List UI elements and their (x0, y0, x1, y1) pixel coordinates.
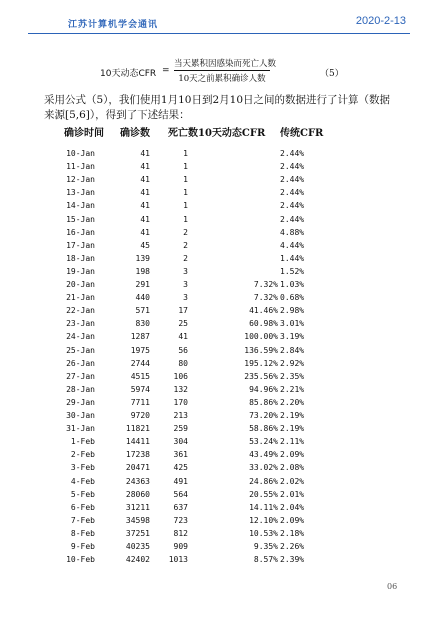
cell-date: 23-Jan (66, 319, 95, 329)
cell-deaths: 2 (183, 240, 188, 250)
cell-traditional-cfr: 0.68% (280, 293, 305, 303)
cell-traditional-cfr: 2.92% (280, 358, 305, 368)
table-row (58, 215, 358, 227)
table-row (58, 241, 358, 253)
table-row (58, 359, 358, 371)
col-header-date: 确诊时间 (64, 128, 104, 139)
cell-traditional-cfr: 2.02% (280, 476, 305, 486)
cell-deaths: 3 (183, 280, 188, 289)
cell-dynamic-cfr: 58.86% (249, 424, 278, 434)
formula-equals: = (162, 66, 170, 76)
cell-confirmed: 42402 (125, 555, 150, 565)
cell-deaths: 25 (178, 319, 188, 329)
cell-dynamic-cfr: 53.24% (249, 437, 278, 447)
cell-traditional-cfr: 2.44% (280, 162, 305, 172)
cell-date: 12-Jan (66, 175, 95, 185)
cell-date: 29-Jan (66, 397, 95, 407)
table-row (58, 162, 358, 174)
cell-traditional-cfr: 2.84% (280, 345, 305, 355)
cell-traditional-cfr: 2.26% (280, 542, 305, 551)
table-row (58, 293, 358, 305)
cell-traditional-cfr: 4.88% (280, 227, 305, 237)
cell-traditional-cfr: 1.03% (280, 280, 305, 289)
cell-date: 1-Feb (70, 437, 95, 447)
cell-traditional-cfr: 2.35% (280, 371, 305, 381)
cfr-formula (100, 57, 360, 87)
cell-confirmed: 291 (135, 280, 150, 289)
table-row (58, 254, 358, 266)
cell-deaths: 361 (173, 450, 188, 460)
cell-confirmed: 4515 (130, 371, 150, 381)
table-row (58, 228, 358, 240)
journal-title: 江苏计算机学会通讯 (68, 20, 159, 30)
cell-confirmed: 41 (140, 227, 150, 237)
col-header-traditional-cfr: 传统CFR (280, 128, 324, 139)
col-header-confirmed: 确诊数 (120, 128, 150, 139)
cell-dynamic-cfr: 14.11% (249, 502, 278, 512)
cell-confirmed: 11821 (125, 424, 150, 434)
cell-deaths: 17 (178, 306, 188, 316)
table-row (58, 188, 358, 200)
cell-confirmed: 24363 (125, 476, 150, 486)
table-row (58, 411, 358, 423)
header-date: 2020-2-13 (355, 15, 406, 27)
cell-confirmed: 41 (140, 214, 150, 224)
cell-date: 2-Feb (70, 450, 95, 460)
cell-deaths: 80 (178, 358, 188, 368)
table-row (58, 463, 358, 475)
cell-confirmed: 7711 (130, 397, 150, 407)
cell-deaths: 3 (183, 293, 188, 303)
cell-date: 10-Feb (66, 555, 95, 565)
cell-date: 14-Jan (66, 201, 95, 211)
table-row (58, 372, 358, 384)
cell-confirmed: 5974 (130, 384, 150, 394)
table-row (58, 477, 358, 489)
cell-confirmed: 41 (140, 201, 150, 211)
cell-deaths: 1 (183, 214, 188, 224)
cell-traditional-cfr: 2.08% (280, 463, 305, 473)
page-number: 06 (387, 582, 398, 591)
cell-date: 30-Jan (66, 411, 95, 420)
cell-dynamic-cfr: 7.32% (253, 293, 278, 303)
cell-traditional-cfr: 2.19% (280, 411, 305, 420)
cell-date: 18-Jan (66, 253, 95, 263)
cell-traditional-cfr: 3.01% (280, 319, 305, 329)
cell-date: 3-Feb (70, 463, 95, 473)
table-row (58, 529, 358, 541)
table-row (58, 346, 358, 358)
table-row (58, 385, 358, 397)
cell-dynamic-cfr: 235.56% (244, 371, 278, 381)
cell-date: 25-Jan (66, 345, 95, 355)
header-rule (28, 33, 410, 34)
cell-deaths: 304 (173, 437, 188, 447)
cell-dynamic-cfr: 8.57% (253, 555, 278, 565)
table-row (58, 490, 358, 502)
formula-lhs: 10天动态CFR (100, 69, 157, 79)
cell-deaths: 812 (173, 528, 188, 538)
cell-date: 7-Feb (70, 515, 95, 525)
cell-date: 11-Jan (66, 162, 95, 172)
cell-deaths: 723 (173, 515, 188, 525)
table-row (58, 555, 358, 567)
cell-confirmed: 41 (140, 175, 150, 185)
cell-traditional-cfr: 2.44% (280, 214, 305, 224)
cell-deaths: 564 (173, 489, 188, 499)
cell-confirmed: 45 (140, 240, 150, 250)
cell-deaths: 1 (183, 188, 188, 198)
cell-confirmed: 31211 (125, 502, 150, 512)
cell-dynamic-cfr: 136.59% (244, 345, 278, 355)
cell-traditional-cfr: 2.19% (280, 424, 305, 434)
cell-deaths: 56 (178, 345, 188, 355)
cell-date: 21-Jan (66, 293, 95, 303)
cell-dynamic-cfr: 195.12% (244, 358, 278, 368)
table-row (58, 437, 358, 449)
cell-confirmed: 2744 (130, 358, 150, 368)
cell-confirmed: 1975 (130, 345, 150, 355)
cell-traditional-cfr: 2.44% (280, 149, 305, 158)
cell-date: 9-Feb (70, 542, 95, 551)
cell-deaths: 637 (173, 502, 188, 512)
cell-traditional-cfr: 2.39% (280, 555, 305, 565)
cell-dynamic-cfr: 24.86% (249, 476, 278, 486)
cell-deaths: 3 (183, 266, 188, 276)
cell-traditional-cfr: 2.09% (280, 450, 305, 460)
table-row (58, 175, 358, 187)
cell-traditional-cfr: 1.44% (280, 253, 305, 263)
cell-dynamic-cfr: 9.35% (253, 542, 278, 551)
cell-traditional-cfr: 2.20% (280, 397, 305, 407)
table-row (58, 542, 358, 554)
formula-number: （5） (320, 69, 344, 79)
cell-dynamic-cfr: 10.53% (249, 528, 278, 538)
cell-date: 15-Jan (66, 214, 95, 224)
formula-denominator: 10天之前累积确诊人数 (178, 74, 266, 84)
cell-confirmed: 37251 (125, 528, 150, 538)
table-row (58, 149, 358, 161)
cell-deaths: 106 (173, 371, 188, 381)
cell-date: 19-Jan (66, 266, 95, 276)
cell-traditional-cfr: 3.19% (280, 332, 305, 342)
cell-date: 6-Feb (70, 502, 95, 512)
cell-date: 4-Feb (70, 476, 95, 486)
table-row (58, 267, 358, 279)
cell-dynamic-cfr: 20.55% (249, 489, 278, 499)
cell-confirmed: 440 (135, 293, 150, 303)
cell-traditional-cfr: 2.98% (280, 306, 305, 316)
cell-date: 10-Jan (66, 149, 95, 158)
cell-deaths: 132 (173, 384, 188, 394)
cell-dynamic-cfr: 33.02% (249, 463, 278, 473)
cell-date: 20-Jan (66, 280, 95, 289)
cell-traditional-cfr: 2.18% (280, 528, 305, 538)
cell-traditional-cfr: 1.52% (280, 266, 305, 276)
cell-date: 26-Jan (66, 358, 95, 368)
cell-date: 31-Jan (66, 424, 95, 434)
cell-traditional-cfr: 2.44% (280, 188, 305, 198)
cell-confirmed: 571 (135, 306, 150, 316)
cell-confirmed: 41 (140, 188, 150, 198)
cell-dynamic-cfr: 94.96% (249, 384, 278, 394)
cell-deaths: 41 (178, 332, 188, 342)
table-row (58, 424, 358, 436)
table-row (58, 398, 358, 410)
cell-dynamic-cfr: 73.20% (249, 411, 278, 420)
cell-deaths: 425 (173, 463, 188, 473)
cell-traditional-cfr: 2.21% (280, 384, 305, 394)
cell-date: 28-Jan (66, 384, 95, 394)
cell-confirmed: 830 (135, 319, 150, 329)
table-row (58, 503, 358, 515)
cell-traditional-cfr: 2.11% (280, 437, 305, 447)
cell-deaths: 213 (173, 411, 188, 420)
cell-date: 17-Jan (66, 240, 95, 250)
table-row (58, 332, 358, 344)
cell-traditional-cfr: 4.44% (280, 240, 305, 250)
cell-deaths: 1 (183, 162, 188, 172)
cell-date: 5-Feb (70, 489, 95, 499)
table-row (58, 201, 358, 213)
cell-confirmed: 9720 (130, 411, 150, 420)
cell-deaths: 491 (173, 476, 188, 486)
cell-dynamic-cfr: 43.49% (249, 450, 278, 460)
cell-traditional-cfr: 2.44% (280, 175, 305, 185)
cell-confirmed: 1287 (130, 332, 150, 342)
table-row (58, 306, 358, 318)
cell-confirmed: 139 (135, 253, 150, 263)
cell-confirmed: 34598 (125, 515, 150, 525)
cell-date: 22-Jan (66, 306, 95, 316)
cell-dynamic-cfr: 7.32% (253, 280, 278, 289)
cell-traditional-cfr: 2.09% (280, 515, 305, 525)
cell-deaths: 1013 (168, 555, 188, 565)
cell-traditional-cfr: 2.04% (280, 502, 305, 512)
cell-deaths: 1 (183, 175, 188, 185)
cell-date: 8-Feb (70, 528, 95, 538)
cell-dynamic-cfr: 41.46% (249, 306, 278, 316)
table-row (58, 450, 358, 462)
cell-confirmed: 14411 (125, 437, 150, 447)
cell-dynamic-cfr: 85.86% (249, 397, 278, 407)
cell-date: 13-Jan (66, 188, 95, 198)
formula-fraction (174, 57, 277, 84)
cell-deaths: 170 (173, 397, 188, 407)
cell-dynamic-cfr: 100.00% (244, 332, 278, 342)
cell-confirmed: 28060 (125, 489, 150, 499)
cell-deaths: 1 (183, 201, 188, 211)
cell-dynamic-cfr: 12.10% (249, 515, 278, 525)
formula-numerator: 当天累积因感染而死亡人数 (174, 59, 277, 69)
cell-traditional-cfr: 2.44% (280, 201, 305, 211)
cell-date: 24-Jan (66, 332, 95, 342)
table-row (58, 516, 358, 528)
body-paragraph: 采用公式（5），我们使用1月10日到2月10日之间的数据进行了计算（数据来源[5,6]），得到了下述结果： (44, 94, 391, 121)
cell-confirmed: 17238 (125, 450, 150, 460)
cell-deaths: 2 (183, 253, 188, 263)
cell-confirmed: 41 (140, 149, 150, 158)
col-header-dynamic-cfr: 10天动态CFR (198, 128, 266, 139)
cell-deaths: 259 (173, 424, 188, 434)
cell-confirmed: 198 (135, 266, 150, 276)
cell-confirmed: 20471 (125, 463, 150, 473)
cell-confirmed: 40235 (125, 542, 150, 551)
cell-deaths: 909 (173, 542, 188, 551)
cell-deaths: 2 (183, 227, 188, 237)
cell-deaths: 1 (183, 149, 188, 158)
cell-traditional-cfr: 2.01% (280, 489, 305, 499)
table-row (58, 280, 358, 292)
col-header-deaths: 死亡数 (168, 128, 198, 139)
table-row (58, 319, 358, 331)
cell-date: 27-Jan (66, 371, 95, 381)
cell-dynamic-cfr: 60.98% (249, 319, 278, 329)
cell-confirmed: 41 (140, 162, 150, 172)
cell-date: 16-Jan (66, 227, 95, 237)
